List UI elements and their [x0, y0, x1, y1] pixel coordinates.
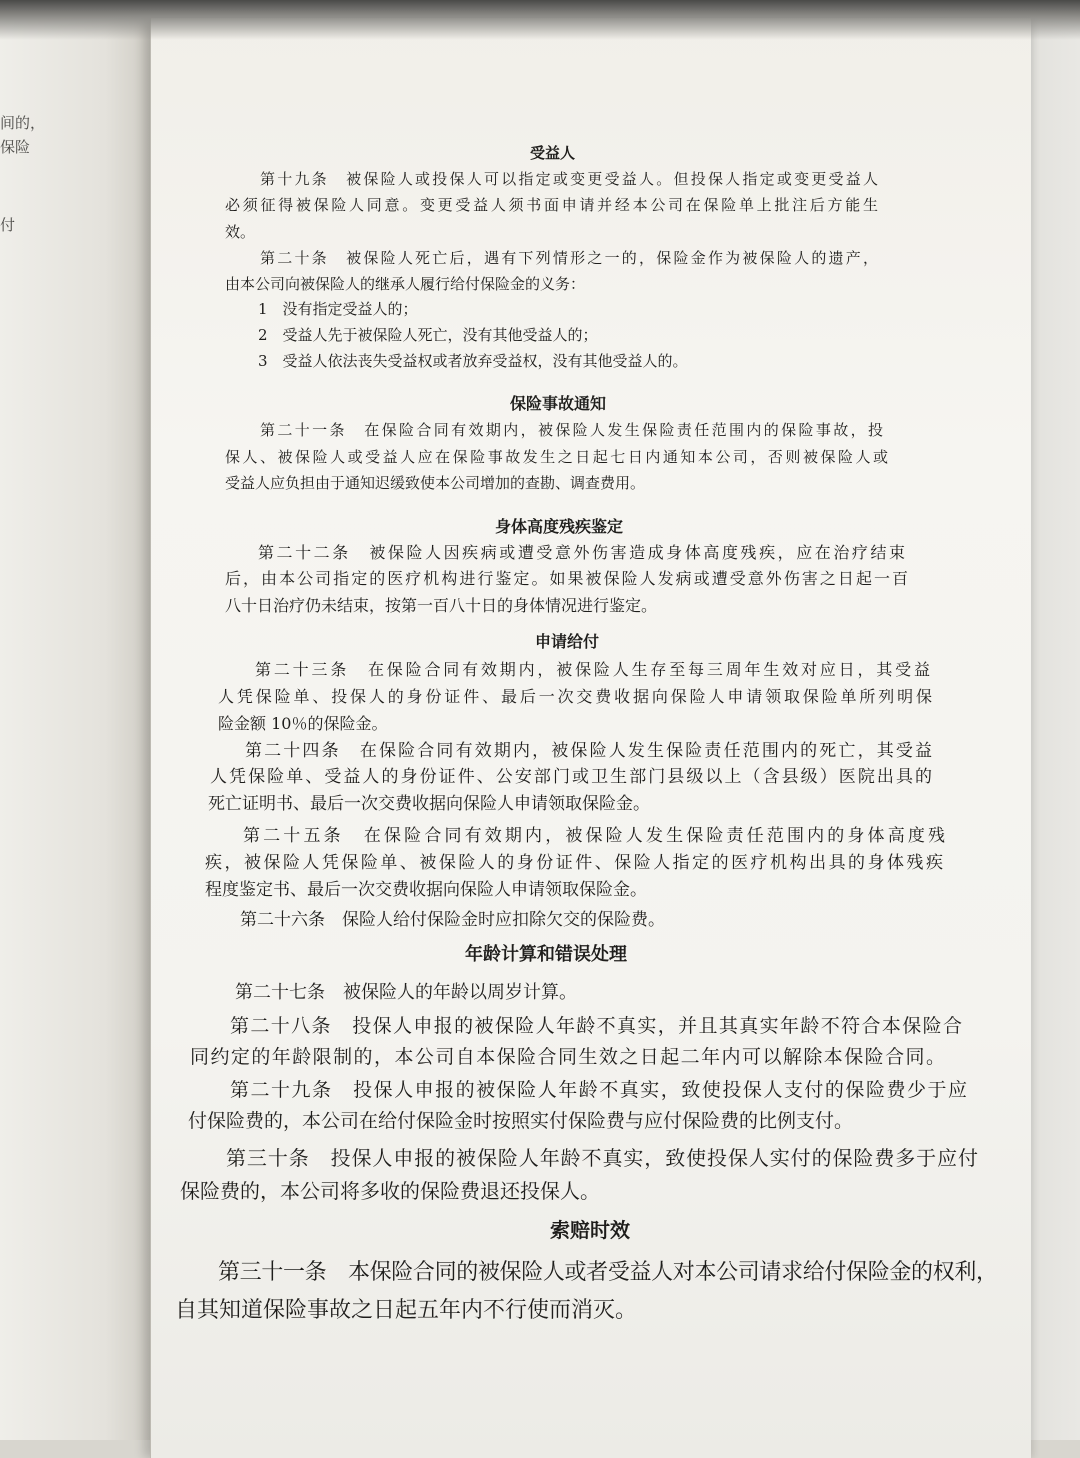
body-text-line: 死亡证明书、最后一次交费收据向保险人申请领取保险金。: [208, 794, 650, 814]
body-text-line: 第二十二条 被保险人因疾病或遭受意外伤害造成身体高度残疾，应在治疗结束: [258, 543, 908, 562]
adjacent-page-fragment: 保险: [0, 138, 31, 156]
adjacent-page-edge: [0, 0, 150, 1440]
body-text-line: 2 受益人先于被保险人死亡，没有其他受益人的；: [258, 326, 598, 344]
body-text-line: 自其知道保险事故之日起五年内不行使而消灭。: [175, 1298, 638, 1323]
adjacent-page-fragment: 间的，: [0, 114, 46, 132]
adjacent-page-fragment: 付: [0, 216, 16, 234]
section-heading: 索赔时效: [550, 1218, 630, 1242]
body-text-line: 人凭保险单、受益人的身份证件、公安部门或卫生部门县级以上（含县级）医院出具的: [210, 767, 935, 787]
body-text-line: 险金额 10％的保险金。: [218, 714, 388, 733]
document-page: [150, 18, 1031, 1458]
body-text-line: 第二十五条 在保险合同有效期内，被保险人发生保险责任范围内的身体高度残: [243, 826, 949, 846]
body-text-line: 第二十九条 投保人申报的被保险人年龄不真实，致使投保人支付的保险费少于应: [230, 1079, 969, 1101]
body-text-line: 第二十三条 在保险合同有效期内，被保险人生存至每三周年生效对应日，其受益: [255, 660, 933, 679]
body-text-line: 程度鉴定书、最后一次交费收据向保险人申请领取保险金。: [205, 880, 647, 900]
body-text-line: 受益人应负担由于通知迟缓致使本公司增加的查勘、调查费用。: [225, 474, 646, 492]
body-text-line: 第三十条 投保人申报的被保险人年龄不真实，致使投保人实付的保险费多于应付: [226, 1146, 979, 1170]
section-heading: 年龄计算和错误处理: [465, 944, 627, 965]
section-heading: 身体高度残疾鉴定: [495, 517, 624, 536]
body-text-line: 疾，被保险人凭保险单、被保险人的身份证件、保险人指定的医疗机构出具的身体残疾: [205, 853, 946, 873]
body-text-line: 保人、被保险人或受益人应在保险事故发生之日起七日内通知本公司，否则被保险人或: [225, 448, 891, 466]
body-text-line: 第二十一条 在保险合同有效期内，被保险人发生保险责任范围内的保险事故，投: [260, 421, 886, 439]
body-text-line: 人凭保险单、投保人的身份证件、最后一次交费收据向保险人申请领取保险单所列明保: [218, 687, 935, 706]
body-text-line: 第二十六条 保险人给付保险金时应扣除欠交的保险费。: [240, 910, 665, 930]
body-text-line: 由本公司向被保险人的继承人履行给付保险金的义务：: [225, 275, 586, 293]
body-text-line: 第二十七条 被保险人的年龄以周岁计算。: [235, 982, 577, 1003]
section-heading: 受益人: [530, 144, 576, 162]
body-text-line: 第二十八条 投保人申报的被保险人年龄不真实，并且其真实年龄不符合本保险合: [230, 1015, 964, 1037]
body-text-line: 3 受益人依法丧失受益权或者放弃受益权，没有其他受益人的。: [258, 352, 688, 370]
body-text-line: 必须征得被保险人同意。变更受益人须书面申请并经本公司在保险单上批注后方能生: [225, 196, 881, 214]
body-text-line: 第三十一条 本保险合同的被保险人或者受益人对本公司请求给付保险金的权利，: [218, 1260, 998, 1285]
body-text-line: 第十九条 被保险人或投保人可以指定或变更受益人。但投保人指定或变更受益人: [260, 170, 881, 188]
body-text-line: 八十日治疗仍未结束，按第一百八十日的身体情况进行鉴定。: [225, 596, 658, 615]
section-heading: 申请给付: [535, 632, 600, 651]
top-edge-shadow: [0, 0, 1080, 40]
body-text-line: 第二十四条 在保险合同有效期内，被保险人发生保险责任范围内的死亡，其受益: [245, 741, 935, 761]
body-text-line: 1 没有指定受益人的；: [258, 300, 418, 318]
body-text-line: 后，由本公司指定的医疗机构进行鉴定。如果被保险人发病或遭受意外伤害之日起一百: [225, 569, 911, 588]
body-text-line: 同约定的年龄限制的，本公司自本保险合同生效之日起二年内可以解除本保险合同。: [190, 1046, 947, 1068]
section-heading: 保险事故通知: [510, 394, 607, 413]
body-text-line: 效。: [225, 223, 256, 241]
body-text-line: 第二十条 被保险人死亡后，遇有下列情形之一的，保险金作为被保险人的遗产，: [260, 249, 881, 267]
body-text-line: 保险费的，本公司将多收的保险费退还投保人。: [180, 1179, 600, 1203]
body-text-line: 付保险费的，本公司在给付保险金时按照实付保险费与应付保险费的比例支付。: [188, 1110, 854, 1132]
